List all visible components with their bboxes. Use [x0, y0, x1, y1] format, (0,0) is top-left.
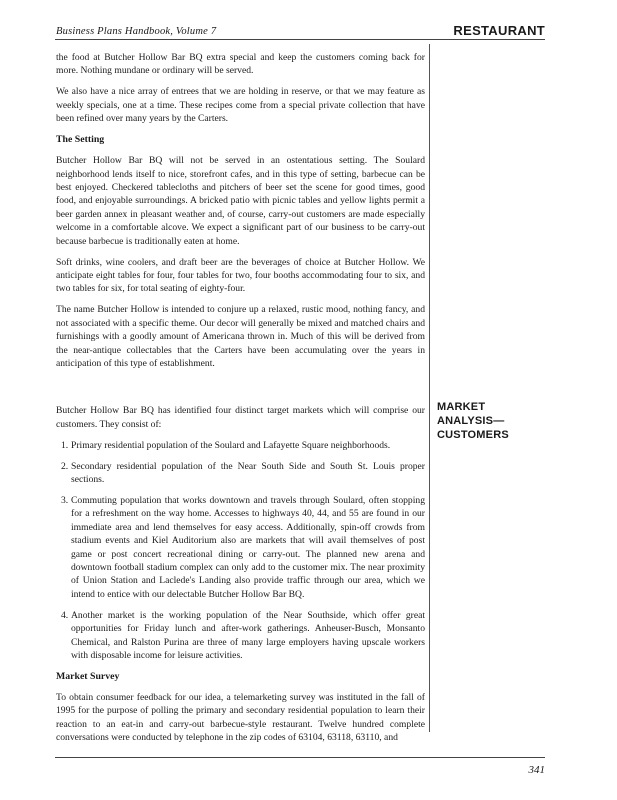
paragraph-intro-continued: the food at Butcher Hollow Bar BQ extra special and keep the customers coming back for more. Nothing mundane or ordinary will be served. [56, 52, 425, 77]
section-spacer [56, 378, 425, 404]
list-item [56, 494, 425, 601]
list-item [56, 609, 425, 663]
section-label: RESTAURANT [453, 23, 545, 38]
paragraph-market-survey: To obtain consumer feedback for our idea, a telemarketing survey was instituted in the fall of 1995 for the purpose of polling the primary and secondary residential population to learn their reaction to an eat-in and carry-out barbecue-style restaurant. Twelve hundred complete conversations were conducted by telephone in the zip codes of 63104, 63118, 63110, and [56, 691, 425, 744]
paragraph-setting-1: Butcher Hollow Bar BQ will not be served in an ostentatious setting. The Soulard neighborhood lends itself to nice, storefront cafes, and in this type of setting, barbecue can be best enjoyed. Checkered tablecloths and pitchers of beer set the scene for good times, good food, and enjoyable surroundings. A bricked patio with picnic tables and yellow lights permit a beer garden annex in pleasant weather and, of course, carry-out customers are made especially welcome in a comfortable alcove. We expect a significant part of our business to be carry-out because barbecue is traditionally eaten at home. [56, 155, 425, 247]
column-divider [429, 44, 430, 732]
paragraph-entrees: We also have a nice array of entrees that we are holding in reserve, or that we may feature as weekly specials, one at a time. These recipes come from a special private collection that have been refined over many years by the Carters. [56, 86, 425, 125]
list-number: 4. [61, 609, 69, 621]
header-rule [55, 39, 545, 40]
list-item [56, 439, 425, 452]
footer-rule [55, 757, 545, 758]
sidebar-heading-line: CUSTOMERS [437, 429, 509, 441]
heading-the-setting: The Setting [56, 134, 105, 146]
heading-market-survey: Market Survey [56, 670, 120, 682]
sidebar-heading-line: MARKET [437, 401, 486, 413]
running-title: Business Plans Handbook, Volume 7 [56, 26, 217, 37]
sidebar-heading-market-analysis [437, 400, 509, 442]
paragraph-target-markets: Butcher Hollow Bar BQ has identified four distinct target markets which will comprise our customers. They consist of: [56, 405, 425, 430]
main-text-column [56, 51, 425, 752]
list-item-text: Commuting population that works downtown and travels through Soulard, often stopping for a refreshment on the way home. Accesses to highways 40, 44, and 55 are found in our immediate area and lend themselves for easy access. Additionally, spin-off crowds from stadium events and Kiel Auditorium also are markets that will avail themselves of post game or post concert recreational dining or carry-out. The planned new arena and downtown football stadium complex can only add to the customer mix. The near proximity of Union Station and Laclede's Landing also provide traffic through our area, which we intend to entice with our delectable Butcher Hollow Bar BQ. [71, 494, 425, 600]
list-number: 1. [61, 439, 69, 451]
sidebar-heading-line: ANALYSIS— [437, 415, 505, 427]
list-item-text: Secondary residential population of the Near South Side and South St. Louis proper sections. [71, 460, 425, 485]
list-item-text: Primary residential population of the Soulard and Lafayette Square neighborhoods. [71, 439, 391, 451]
list-number: 2. [61, 460, 69, 472]
list-item [56, 460, 425, 487]
list-item-text: Another market is the working population of the Near Southside, which offer great opportunities for Friday lunch and after-work gatherings. Anheuser-Busch, Monsanto Chemical, and Ralston Purina are three of many large employers having upscale workers with disposable income for leisure activities. [71, 609, 425, 661]
target-markets-list [56, 439, 425, 663]
paragraph-setting-3: The name Butcher Hollow is intended to conjure up a relaxed, rustic mood, nothing fancy, and not associated with a specific theme. Our decor will generally be mixed and matched chairs and furnishings with a goodly amount of Americana thrown in. Much of this will be derived from the near-antique collectables that the Carters have been accumulating over the years in anticipation of this type of establishment. [56, 304, 425, 370]
page-number: 341 [528, 764, 545, 776]
list-number: 3. [61, 494, 69, 506]
paragraph-setting-2: Soft drinks, wine coolers, and draft beer are the beverages of choice at Butcher Hollow. We anticipate eight tables for four, four tables for two, four booths accommodating four to six, and two tables for six, for total seating of eighty-four. [56, 256, 425, 295]
